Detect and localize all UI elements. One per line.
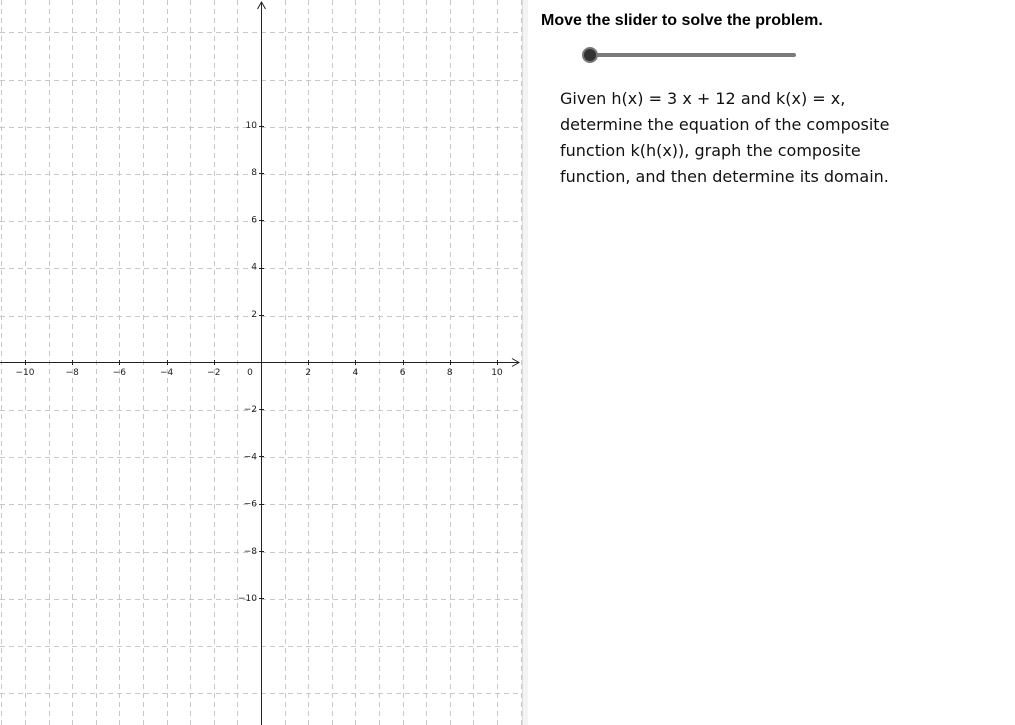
x-tick-label: −10 — [15, 368, 35, 378]
solve-slider[interactable] — [582, 44, 796, 66]
y-tick-label: 10 — [245, 121, 257, 131]
x-tick-label: 10 — [491, 368, 503, 378]
y-tick-label: 6 — [251, 215, 257, 226]
x-tick-label: −6 — [112, 368, 127, 378]
y-tick-label: −8 — [243, 546, 257, 557]
slider-track[interactable] — [590, 53, 796, 57]
x-tick-label: 2 — [305, 368, 312, 378]
y-tick-label: 4 — [251, 262, 257, 273]
slider-thumb[interactable] — [582, 47, 598, 63]
instruction-text: Move the slider to solve the problem. — [541, 12, 823, 29]
y-tick-label: −6 — [243, 499, 257, 510]
y-tick-label: −10 — [238, 594, 257, 604]
x-tick-label: 4 — [352, 368, 359, 378]
x-tick-label: 6 — [399, 368, 406, 378]
y-tick-label: −4 — [243, 452, 257, 463]
right-panel — [528, 0, 1015, 725]
problem-text: Given h(x) = 3 x + 12 and k(x) = x, determine the equation of the composite function k(h(x)), graph the composite function, and then determine its domain. — [560, 89, 890, 186]
x-tick-label: −4 — [159, 368, 174, 378]
x-tick-label: −8 — [65, 368, 79, 378]
y-tick-label: 2 — [251, 309, 257, 320]
x-tick-label: −2 — [207, 368, 221, 378]
x-tick-label: 0 — [247, 368, 253, 378]
y-tick-label: 8 — [251, 168, 257, 179]
x-tick-label: 8 — [446, 368, 453, 378]
y-tick-label: −2 — [243, 405, 257, 416]
